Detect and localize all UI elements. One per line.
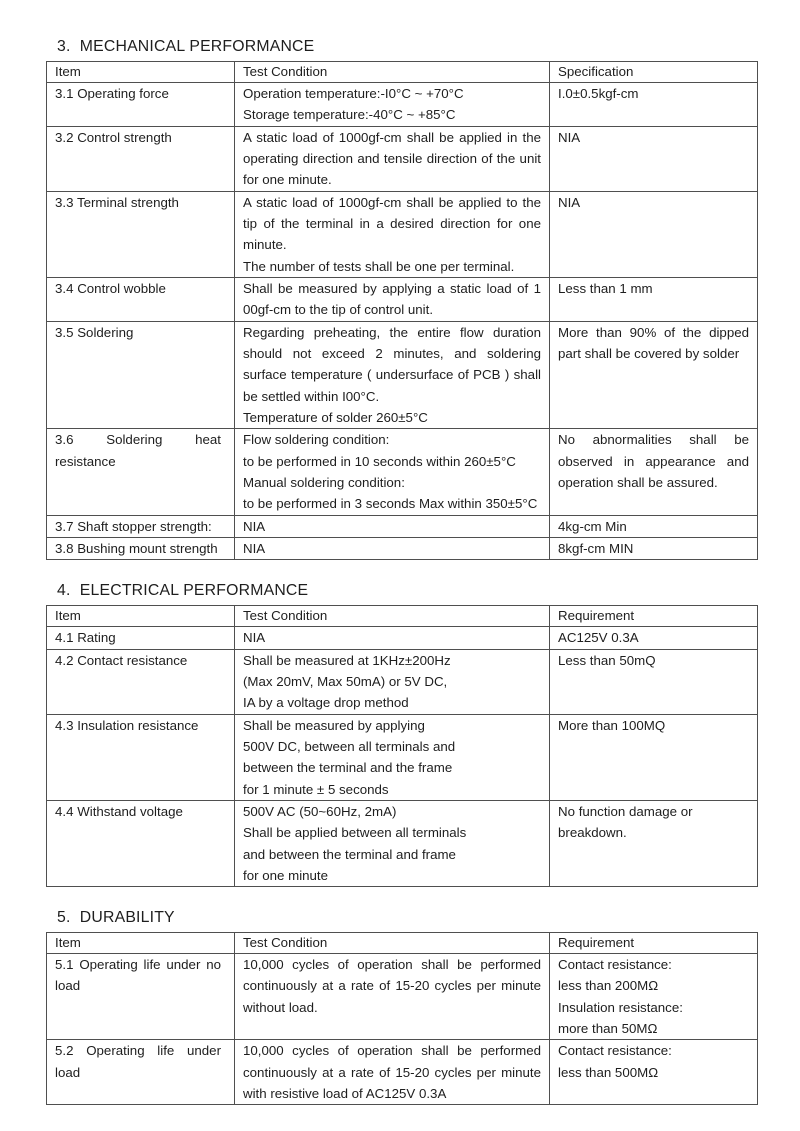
spec-cell: More than 90% of the dipped part shall be covered by solder: [550, 321, 758, 429]
sections-container: [46, 38, 757, 1105]
spec-cell: Less than 50mQ: [550, 649, 758, 714]
section-durability: [46, 909, 757, 1105]
item-cell: 4.1 Rating: [47, 627, 235, 649]
table-row: [47, 321, 758, 429]
condition-cell: NIA: [235, 515, 550, 537]
item-cell: 3.1 Operating force: [47, 83, 235, 127]
condition-cell: 500V AC (50~60Hz, 2mA) Shall be applied between all terminals and between the terminal and frame for one minute: [235, 800, 550, 886]
condition-cell: 10,000 cycles of operation shall be performed continuously at a rate of 15-20 cycles per minute without load.: [235, 954, 550, 1040]
spec-cell: I.0±0.5kgf-cm: [550, 83, 758, 127]
condition-cell: A static load of 1000gf-cm shall be applied to the tip of the terminal in a desired direction for one minute. The number of tests shall be one per terminal.: [235, 191, 550, 277]
section-heading-mechanical-performance: 3. MECHANICAL PERFORMANCE: [57, 38, 315, 55]
column-header-item: Item: [47, 933, 235, 954]
item-cell: 3.5 Soldering: [47, 321, 235, 429]
spec-cell: Contact resistance: less than 500MΩ: [550, 1040, 758, 1105]
header-row: [47, 933, 758, 954]
condition-cell: Operation temperature:-I0°C ~ +70°C Storage temperature:-40°C ~ +85°C: [235, 83, 550, 127]
condition-cell: NIA: [235, 627, 550, 649]
spec-cell: 8kgf-cm MIN: [550, 537, 758, 559]
item-cell: 4.2 Contact resistance: [47, 649, 235, 714]
condition-cell: Regarding preheating, the entire flow duration should not exceed 2 minutes, and soldering surface temperature ( undersurface of PCB ) shall be settled within I00°C. Temperature of solder 260±5°C: [235, 321, 550, 429]
column-header-test-condition: Test Condition: [235, 933, 550, 954]
item-cell: 3.8 Bushing mount strength: [47, 537, 235, 559]
table-row: [47, 954, 758, 1040]
table-row: [47, 429, 758, 515]
header-row: [47, 606, 758, 627]
table-row: [47, 277, 758, 321]
column-header-requirement: Requirement: [550, 933, 758, 954]
section-electrical-performance: [46, 582, 757, 887]
item-cell: 5.2 Operating life under load: [47, 1040, 235, 1105]
item-cell: 3.6 Soldering heat resistance: [47, 429, 235, 515]
condition-cell: NIA: [235, 537, 550, 559]
section-heading-durability: 5. DURABILITY: [57, 909, 175, 927]
table-row: [47, 714, 758, 800]
table-row: [47, 800, 758, 886]
spec-table-durability: [46, 932, 758, 1105]
spec-table-electrical-performance: [46, 605, 758, 887]
condition-cell: Shall be measured by applying 500V DC, between all terminals and between the terminal and the frame for 1 minute ± 5 seconds: [235, 714, 550, 800]
spec-cell: No function damage or breakdown.: [550, 800, 758, 886]
item-cell: 3.7 Shaft stopper strength:: [47, 515, 235, 537]
table-row: [47, 83, 758, 127]
table-row: [47, 515, 758, 537]
table-row: [47, 126, 758, 191]
column-header-test-condition: Test Condition: [235, 606, 550, 627]
item-cell: 5.1 Operating life under no load: [47, 954, 235, 1040]
section-heading-electrical-performance: 4. ELECTRICAL PERFORMANCE: [57, 582, 309, 600]
spec-cell: No abnormalities shall be observed in appearance and operation shall be assured.: [550, 429, 758, 515]
condition-cell: Flow soldering condition: to be performed in 10 seconds within 260±5°C Manual soldering condition: to be performed in 3 seconds Max within 350±5°C: [235, 429, 550, 515]
spec-cell: Less than 1 mm: [550, 277, 758, 321]
table-row: [47, 537, 758, 559]
header-row: [47, 62, 758, 83]
condition-cell: 10,000 cycles of operation shall be performed continuously at a rate of 15-20 cycles per minute with resistive load of AC125V 0.3A: [235, 1040, 550, 1105]
item-cell: 3.4 Control wobble: [47, 277, 235, 321]
spec-table-mechanical-performance: [46, 61, 758, 560]
item-cell: 4.4 Withstand voltage: [47, 800, 235, 886]
item-cell: 3.3 Terminal strength: [47, 191, 235, 277]
condition-cell: Shall be measured at 1KHz±200Hz (Max 20mV, Max 50mA) or 5V DC, IA by a voltage drop method: [235, 649, 550, 714]
table-row: [47, 1040, 758, 1105]
condition-cell: Shall be measured by applying a static load of 1 00gf-cm to the tip of control unit.: [235, 277, 550, 321]
table-row: [47, 627, 758, 649]
column-header-requirement: Requirement: [550, 606, 758, 627]
item-cell: 4.3 Insulation resistance: [47, 714, 235, 800]
table-row: [47, 649, 758, 714]
item-cell: 3.2 Control strength: [47, 126, 235, 191]
column-header-item: Item: [47, 62, 235, 83]
spec-cell: Contact resistance: less than 200MΩ Insulation resistance: more than 50MΩ: [550, 954, 758, 1040]
condition-cell: A static load of 1000gf-cm shall be applied in the operating direction and tensile direction of the unit for one minute.: [235, 126, 550, 191]
spec-cell: AC125V 0.3A: [550, 627, 758, 649]
spec-cell: NIA: [550, 191, 758, 277]
column-header-item: Item: [47, 606, 235, 627]
spec-cell: NIA: [550, 126, 758, 191]
column-header-test-condition: Test Condition: [235, 62, 550, 83]
column-header-specification: Specification: [550, 62, 758, 83]
spec-cell: 4kg-cm Min: [550, 515, 758, 537]
table-row: [47, 191, 758, 277]
spec-cell: More than 100MQ: [550, 714, 758, 800]
section-mechanical-performance: [46, 38, 757, 560]
